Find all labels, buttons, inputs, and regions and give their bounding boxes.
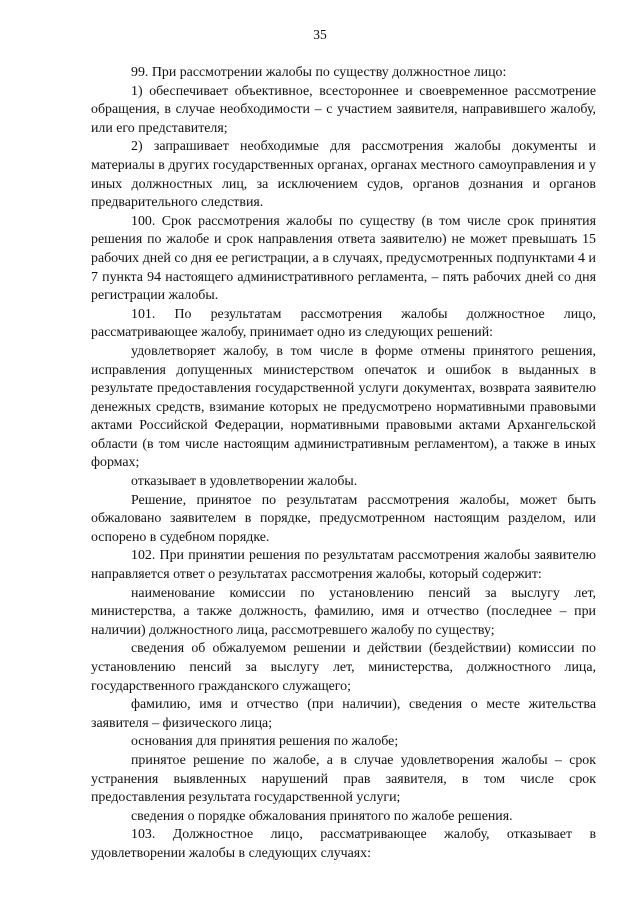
paragraph-102-item-appeal-order: сведения о порядке обжалования принятого по жалобе решения. [131, 808, 513, 824]
paragraph-99-intro: 99. При рассмотрении жалобы по существу должностное лицо: [131, 65, 507, 80]
paragraph-103-intro: 103. Должностное лицо, рассматривающее жалобу, отказывает в удовлетворении жалобы в следующих случаях: [91, 827, 596, 861]
paragraph-appeal-note: Решение, принятое по результатам рассмотрения жалобы, может быть обжаловано заявителем в порядке, предусмотренном настоящим разделом, или оспорено в судебном порядке. [91, 492, 596, 545]
paragraph-102-item-decision: принятое решение по жалобе, а в случае удовлетворения жалобы – срок устранения выявленных нарушений прав заявителя, в том числе срок предоставления результата государственной услуги; [91, 752, 596, 806]
paragraph-102-item-decision-info: сведения об обжалуемом решении и действии (бездействии) комиссии по установлению пенсий за выслугу лет, министерства, должностного лица, государственного гражданского служащего; [91, 641, 596, 694]
paragraph-102-intro: 102. При принятии решения по результатам рассмотрения жалобы заявителю направляется ответ о результатах рассмотрения жалобы, который содержит: [91, 548, 596, 583]
paragraph-99-item-1: 1) обеспечивает объективное, всестороннее и своевременное рассмотрение обращения, в случае необходимости – с участием заявителя, направившего жалобу, или его представителя; [91, 83, 596, 136]
paragraph-101-satisfy: удовлетворяет жалобу, в том числе в форме отмены принятого решения, исправления допущенных министерством опечаток и ошибок в выданных в результате предоставления государственной услуги документах, возврата заявителю денежных средств, взимание которых не предусмотрено нормативными правовыми актами Российской Федерации, нормативными правовыми актами Архангельской области (в том числе настоящим административным регламентом), а также в иных формах; [91, 343, 596, 471]
page-number: 35 [313, 27, 327, 42]
paragraph-100: 100. Срок рассмотрения жалобы по существу (в том числе срок принятия решения по жалобе и срок направления ответа заявителю) не может превышать 15 рабочих дней со дня ее регистрации, а в случаях, предусмотренных подпунктами 4 и 7 пункта 94 настоящего административного регламента, – пять рабочих дней со дня регистрации жалобы. [91, 213, 596, 304]
paragraph-102-item-commission: наименование комиссии по установлению пенсий за выслугу лет, министерства, а также должность, фамилию, имя и отчество (последнее – при наличии) должностного лица, рассмотревшего жалобу по существу; [91, 585, 596, 638]
paragraph-99-item-2: 2) запрашивает необходимые для рассмотрения жалобы документы и материалы в других государственных органах, органах местного самоуправления и у иных должностных лиц, за исключением судов, органов дознания и органов предварительного следствия. [91, 139, 596, 211]
paragraph-101-intro: 101. По результатам рассмотрения жалобы должностное лицо, рассматривающее жалобу, принимает одно из следующих решений: [91, 306, 596, 341]
document-body [91, 64, 596, 864]
paragraph-102-item-grounds: основания для принятия решения по жалобе; [131, 734, 399, 750]
paragraph-101-refuse: отказывает в удовлетворении жалобы. [131, 474, 358, 490]
paragraph-102-item-applicant: фамилию, имя и отчество (при наличии), сведения о месте жительства заявителя – физического лица; [91, 697, 596, 731]
